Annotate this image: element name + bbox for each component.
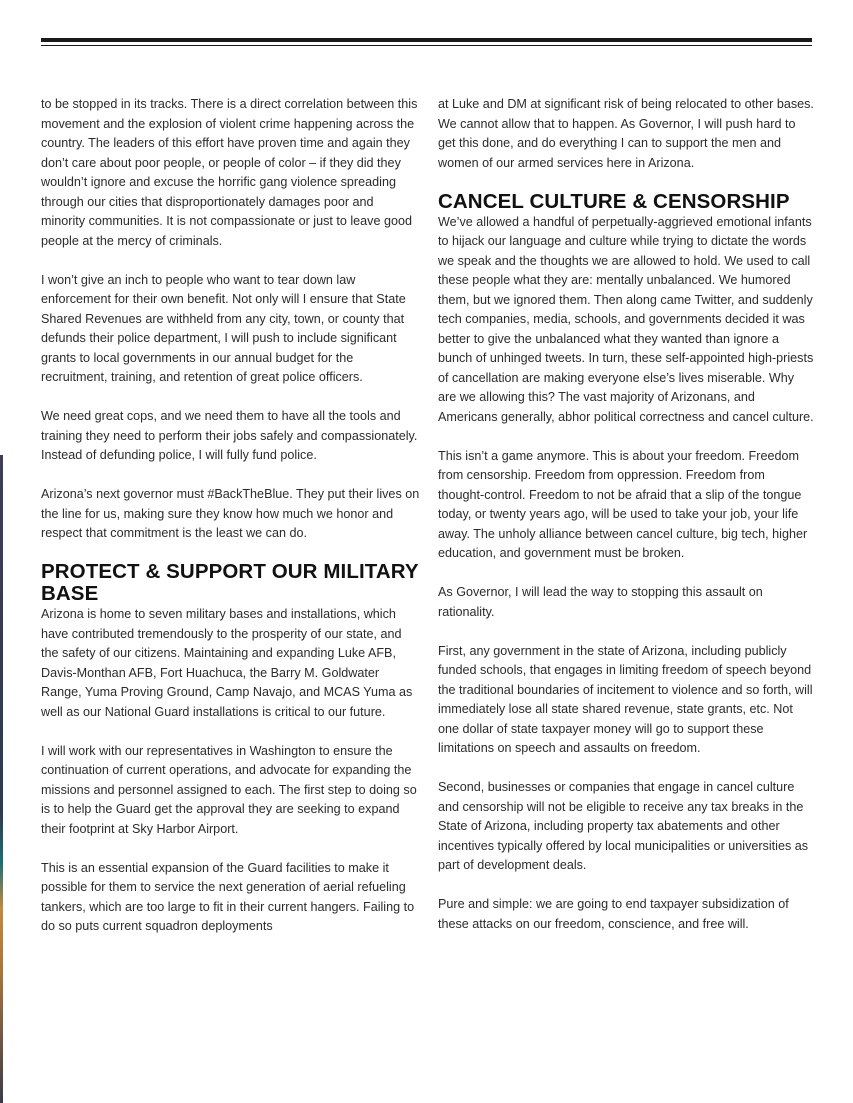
header-rule-thin	[41, 45, 812, 46]
left-paragraph-3: We need great cops, and we need them to have all the tools and training they need to perform their jobs safely and compassionately. Instead of defunding police, I will fully fund police.	[41, 409, 418, 462]
right-paragraph-2: We’ve allowed a handful of perpetually-aggrieved emotional infants to hijack our language and culture while trying to dictate the words we speak and the thoughts we are allowed to hold. We used to call these people what they are: mentally unbalanced. We humored them, but we ignored them. Then along came Twitter, and suddenly tech companies, media, schools, and governments decided it was better to give the unbalanced what they wanted than ignore a bunch of unhinged tweets. In turn, these self-appointed high-priests of cancellation are making everyone else’s lives miserable. Why are we allowing this? The vast majority of Arizonans, and Americans generally, abhor political correctness and cancel culture.	[438, 214, 814, 424]
right-paragraph-4: As Governor, I will lead the way to stopping this assault on rationality.	[438, 585, 763, 619]
military-base-heading: PROTECT & SUPPORT OUR MILITARY BASE	[41, 560, 419, 605]
right-column	[438, 95, 814, 934]
right-paragraph-1: at Luke and DM at significant risk of being relocated to other bases. We cannot allow that to happen. As Governor, I will push hard to get this done, and do everything I can to support the men and women of our armed services here in Arizona.	[438, 97, 814, 170]
left-paragraph-6: I will work with our representatives in Washington to ensure the continuation of current operations, and advocate for expanding the missions and personnel assigned to each. The first step to doing so is to help the Guard get the approval they are seeking to expand their footprint at Sky Harbor Airport.	[41, 743, 417, 836]
cancel-culture-heading: CANCEL CULTURE & CENSORSHIP	[438, 189, 790, 213]
left-column	[41, 95, 421, 937]
page-edge-strip	[0, 455, 3, 1103]
right-paragraph-3: This isn’t a game anymore. This is about your freedom. Freedom from censorship. Freedom from oppression. Freedom from thought-control. Freedom to not be afraid that a slip of the tongue today, or twenty years ago, will be used to take your job, your life away. The unholy alliance between cancel culture, big tech, higher education, and government must be broken.	[438, 448, 808, 560]
left-paragraph-1: to be stopped in its tracks. There is a direct correlation between this movement and the explosion of violent crime happening across the country. The leaders of this effort have proven time and again they don’t care about poor people, or people of color – if they did they wouldn’t ignore and excuse the horrific gang violence spreading through our cities that disproportionately damages poor and minority communities. It is not compassionate or just to leave good people at the mercy of criminals.	[41, 97, 418, 248]
left-paragraph-4: Arizona’s next governor must #BackTheBlue. They put their lives on the line for us, making sure they know how much we honor and respect that commitment is the least we can do.	[41, 487, 420, 540]
right-paragraph-5: First, any government in the state of Arizona, including publicly funded schools, that engages in limiting freedom of speech beyond the traditional boundaries of incitement to violence and so forth, will immediately lose all state shared revenue, state grants, etc. Not one dollar of state taxpayer money will go to support these limitations on speech and assaults on freedom.	[438, 643, 813, 755]
right-paragraph-6: Second, businesses or companies that engage in cancel culture and censorship will not be eligible to receive any tax breaks in the State of Arizona, including property tax abatements and other incentives typically offered by local municipalities or universities as part of development deals.	[438, 780, 809, 872]
right-paragraph-7: Pure and simple: we are going to end taxpayer subsidization of these attacks on our freedom, conscience, and free will.	[438, 897, 789, 931]
left-paragraph-7: This is an essential expansion of the Guard facilities to make it possible for them to service the next generation of aerial refueling tankers, which are too large to fit in their current hangers. Failing to do so puts current squadron deployments	[41, 860, 415, 933]
header-rule-thick	[41, 38, 812, 42]
left-paragraph-5: Arizona is home to seven military bases and installations, which have contributed tremendously to the prosperity of our state, and the safety of our citizens. Maintaining and expanding Luke AFB, Davis-Monthan AFB, Fort Huachuca, the Barry M. Goldwater Range, Yuma Proving Ground, Camp Navajo, and MCAS Yuma as well as our National Guard installations is critical to our future.	[41, 607, 413, 719]
left-paragraph-2: I won’t give an inch to people who want to tear down law enforcement for their own benefit. Not only will I ensure that State Shared Revenues are withheld from any city, town, or county that defunds their police department, I will push to include significant grants to local governments in our annual budget for the recruitment, training, and retention of great police officers.	[41, 272, 406, 384]
